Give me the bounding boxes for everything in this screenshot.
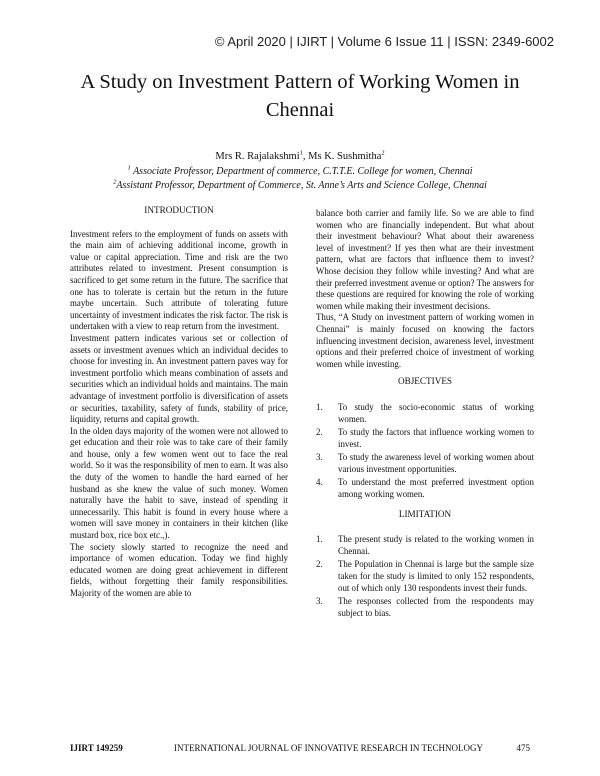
list-item	[316, 559, 534, 594]
list-item	[316, 452, 534, 475]
author-separator: ,	[302, 151, 309, 162]
intro-paragraph-5: balance both carrier and family life. So we are able to find women who are financially independent. But what about their investment behaviour? What about their awareness level of investment? If yes then what are their investment pattern, what are factors that influence them to invest? Whose decision they follow while investing? And what are their preferred investment avenue or option? The answers for these questions are required for knowing the role of working women while making their investment decisions.	[316, 208, 534, 311]
intro-paragraph-4: The society slowly started to recognize the need and importance of women education. Today we find highly educated women are doing great achievement in different fields, without forgetting their family responsibilities. Majority of the women are able to	[70, 541, 288, 598]
page-number: 475	[516, 743, 530, 753]
list-item	[316, 534, 534, 557]
affiliation-2-sup: 2	[113, 178, 117, 186]
limitation-heading: LIMITATION	[398, 508, 452, 519]
list-item-text: To study the awareness level of working women about various investment opportunities.	[338, 452, 534, 474]
list-item	[316, 596, 534, 619]
list-item-number: 1.	[316, 401, 323, 412]
list-item-text: To understand the most preferred investment option among working women.	[338, 477, 534, 500]
list-item-number: 4.	[316, 477, 323, 488]
affiliation-2-text: Assistant Professor, Department of Commerce, St. Anne’s Arts and Science College, Chennai	[116, 180, 487, 191]
objectives-heading: OBJECTIVES	[397, 376, 453, 387]
author-2: Ms K. Sushmitha	[308, 151, 382, 162]
list-item-number: 1.	[316, 534, 323, 545]
intro-paragraph-6: Thus, “A Study on investment pattern of working women in Chennai” is mainly focused on knowing the factors influencing investment decision, awareness level, investment options and their preferred choice of investment of working women while investing.	[316, 312, 534, 369]
footer-paper-code: IJIRT 149259	[70, 743, 123, 753]
intro-paragraph-1: Investment refers to the employment of funds on assets with the main aim of achieving additional income, growth in value or capital appreciation. Time and risk are the two attributes related to investment. Present consumption is sacrificed to get some return in the future. The sacrifice that one has to tolerate is certain but the return in the future maybe uncertain. Such attribute of tolerating future uncertainty of investment indicates the risk factor. The risk is undertaken with a view to reap return from the investment.	[70, 228, 288, 332]
list-item-text: The Population in Chennai is large but the sample size taken for the study is limited to only 152 respondents, out of which only 130 respondents invest their funds.	[338, 559, 534, 593]
list-item-text: To study the socio-economic status of working women.	[338, 401, 534, 424]
affiliation-1-text: Associate Professor, Department of commerce, C.T.T.E. College for women, Chennai	[130, 166, 473, 177]
list-item-number: 2.	[316, 559, 323, 570]
objectives-list	[316, 402, 534, 501]
intro-paragraph-3: In the olden days majority of the women were not allowed to get education and their role was to take care of their family and house, only a few women went out to face the real world. So it was the responsibility of men to earn. It was also the duty of the women to handle the hard earned of her husband as she knew the value of such money. Women naturally have the habit to save, instead of spending it unnecessarily. This habit is found in every house where a women will save money in containers in their kitchen (like mustard box, rice box etc.,).	[70, 425, 288, 541]
list-item	[316, 402, 534, 425]
list-item-number: 3.	[316, 452, 323, 463]
affiliation-1-sup: 1	[127, 164, 131, 172]
paper-title	[70, 68, 530, 124]
author-1-sup: 1	[299, 149, 303, 157]
left-column	[70, 205, 288, 600]
list-item	[316, 427, 534, 450]
journal-header: © April 2020 | IJIRT | Volume 6 Issue 11 | ISSN: 2349-6002	[214, 34, 554, 49]
introduction-heading: INTRODUCTION	[144, 205, 214, 215]
title-line-1: A Study on Investment Pattern of Working Women in	[80, 71, 520, 93]
list-item-text: To study the factors that influence working women to invest.	[338, 427, 534, 449]
list-item-text: The responses collected from the respondents may subject to bias.	[338, 596, 534, 618]
list-item-number: 2.	[316, 427, 323, 438]
author-1: Mrs R. Rajalakshmi	[215, 151, 300, 162]
list-item	[316, 477, 534, 500]
right-column	[316, 208, 534, 627]
author-2-sup: 2	[381, 149, 385, 157]
limitations-list	[316, 534, 534, 619]
list-item-text: The present study is related to the working women in Chennai.	[338, 534, 534, 556]
author-line	[60, 150, 540, 164]
title-line-2: Chennai	[265, 99, 335, 121]
footer-journal-name: INTERNATIONAL JOURNAL OF INNOVATIVE RESEARCH IN TECHNOLOGY	[174, 743, 483, 753]
intro-paragraph-2: Investment pattern indicates various set or collection of assets or investment avenues which an individual decides to choose for investing in. An investment pattern paves way for investment portfolio which means combination of assets and securities which an individual holds and maintains. The main advantage of investment portfolio is diversification of assets or securities, taxability, safety of funds, stability of price, liquidity, returns and capital growth.	[70, 332, 288, 425]
affiliation-2	[40, 179, 560, 192]
affiliation-1	[40, 165, 560, 178]
list-item-number: 3.	[316, 596, 323, 607]
